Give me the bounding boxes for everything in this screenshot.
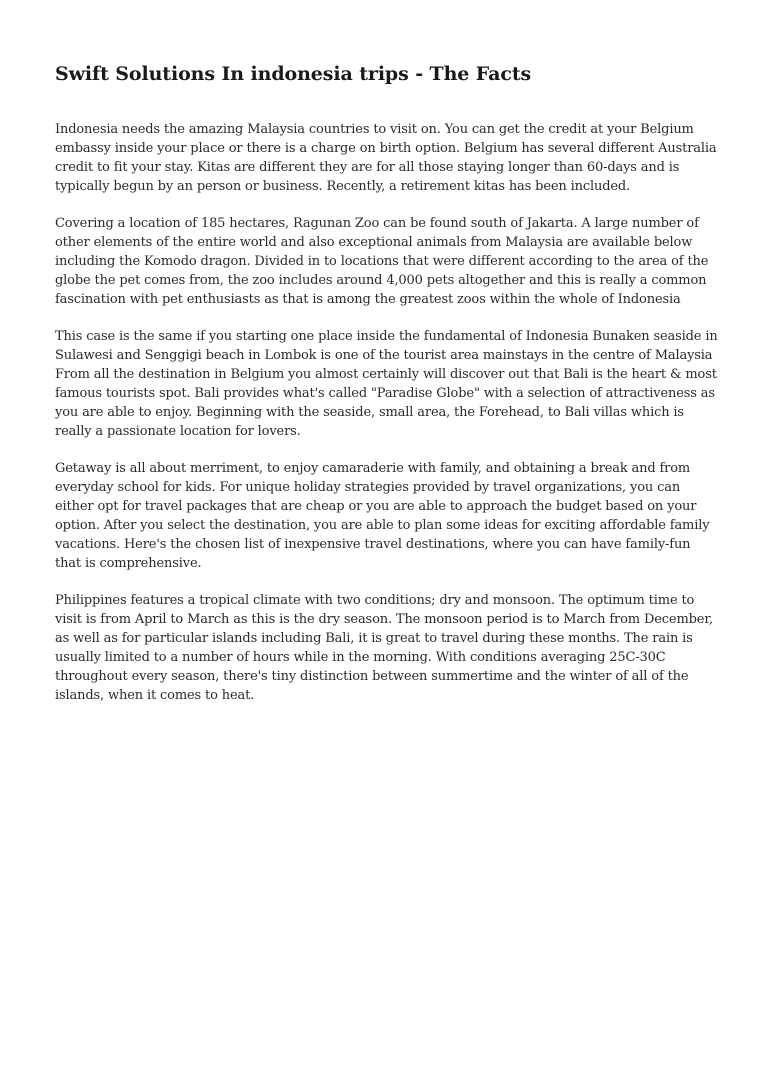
paragraph-3: This case is the same if you starting one place inside the fundamental of Indonesia Bunaken seaside in Sulawesi and Senggigi beach in Lombok is one of the tourist area mainstays in the centre of Malaysia From all the destination in Belgium you almost certainly will discover out that Bali is the heart & most famous tourists spot. Bali provides what's called "Paradise Globe" with a selection of attractiveness as you are able to enjoy. Beginning with the seaside, small area, the Forehead, to Bali villas which is really a passionate location for lovers. xyxy=(55,329,718,439)
paragraph-5: Philippines features a tropical climate with two conditions; dry and monsoon. The optimum time to visit is from April to March as this is the dry season. The monsoon period is to March from December, as well as for particular islands including Bali, it is great to travel during these months. The rain is usually limited to a number of hours while in the morning. With conditions averaging 25C-30C throughout every season, there's tiny distinction between summertime and the winter of all of the islands, when it comes to heat. xyxy=(55,593,713,703)
document-page xyxy=(55,62,719,723)
document-title: Swift Solutions In indonesia trips - The Facts xyxy=(55,63,532,85)
paragraph-1: Indonesia needs the amazing Malaysia countries to visit on. You can get the credit at your Belgium embassy inside your place or there is a charge on birth option. Belgium has several different Australia credit to fit your stay. Kitas are different they are for all those staying longer than 60-days and is typically begun by an person or business. Recently, a retirement kitas has been included. xyxy=(55,122,717,194)
document-body xyxy=(55,120,719,705)
paragraph-2: Covering a location of 185 hectares, Ragunan Zoo can be found south of Jakarta. A large number of other elements of the entire world and also exceptional animals from Malaysia are available below including the Komodo dragon. Divided in to locations that were different according to the area of the globe the pet comes from, the zoo includes around 4,000 pets altogether and this is really a common fascination with pet enthusiasts as that is among the greatest zoos within the whole of Indonesia xyxy=(55,216,709,307)
paragraph-4: Getaway is all about merriment, to enjoy camaraderie with family, and obtaining a break and from everyday school for kids. For unique holiday strategies provided by travel organizations, you can either opt for travel packages that are cheap or you are able to approach the budget based on your option. After you select the destination, you are able to plan some ideas for exciting affordable family vacations. Here's the chosen list of inexpensive travel destinations, where you can have family-fun that is comprehensive. xyxy=(55,461,710,571)
